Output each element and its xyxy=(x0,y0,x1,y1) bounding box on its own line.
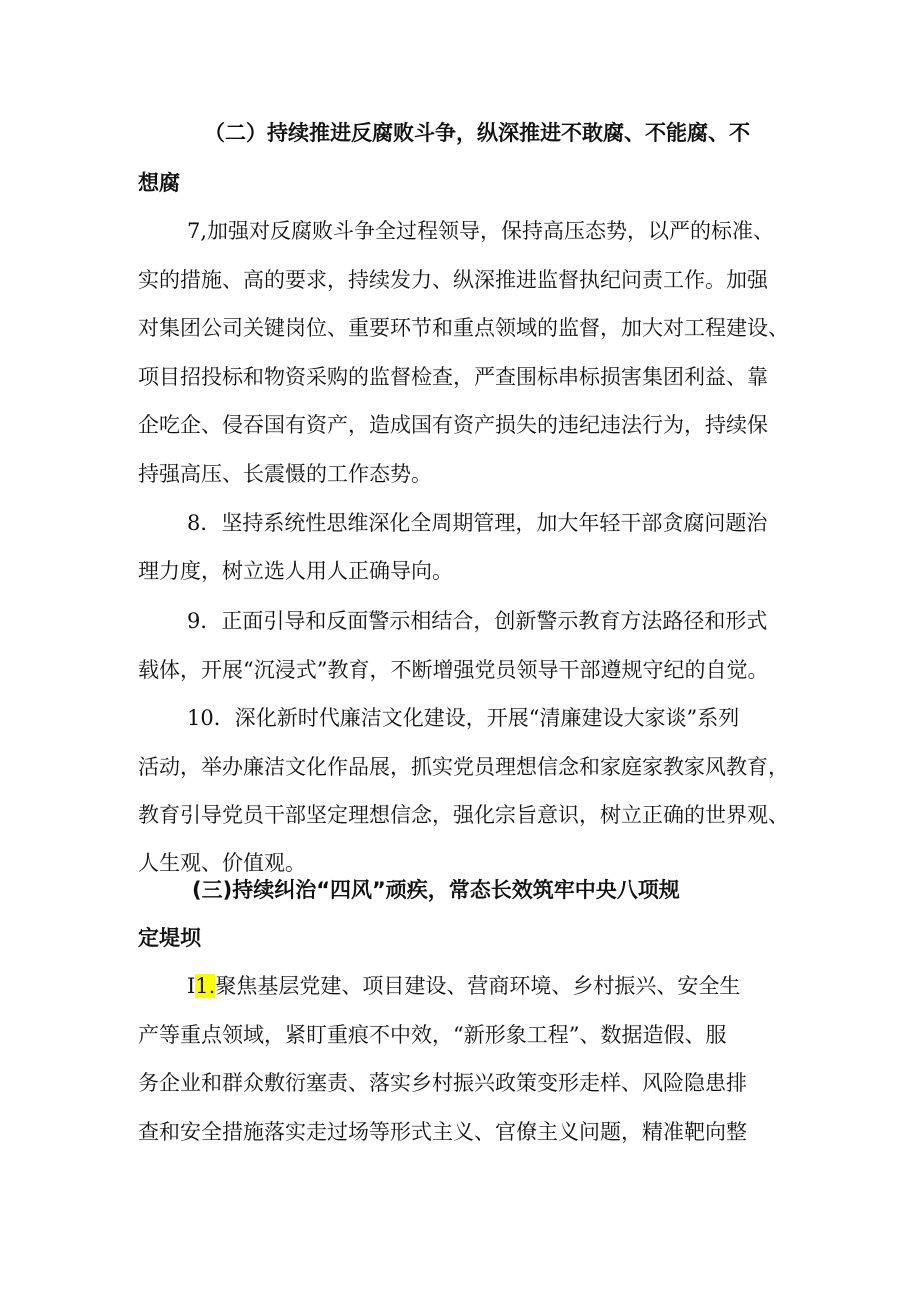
item7-line2: 实的措施、高的要求，持续发力、纵深推进监督执纪问责工作。加强 xyxy=(138,268,768,292)
item11-line2: 产等重点领域，紧盯重痕不中效，“新形象工程”、数据造假、服 xyxy=(138,1023,727,1047)
item11-line1 xyxy=(187,971,740,1001)
highlighted-number: 1. xyxy=(195,974,216,998)
section-heading-3-line1: (三)持续纠治“四风”顽疾，常态长效筑牢中央八项规 xyxy=(192,878,680,902)
item10-line4: 人生观、价值观。 xyxy=(138,851,306,875)
item11-line1-text: 聚焦基层党建、项目建设、营商环境、乡村振兴、安全生 xyxy=(215,974,741,998)
item10-line1: 10．深化新时代廉洁文化建设，开展“清廉建设大家谈”系列 xyxy=(187,706,740,730)
item11-line3: 务企业和群众敷衍塞责、落实乡村振兴政策变形走样、风险隐患排 xyxy=(138,1071,747,1095)
item11-number-prefix: I xyxy=(187,974,196,998)
item7-line1: 7,加强对反腐败斗争全过程领导，保持高压态势，以严的标准、 xyxy=(187,219,775,243)
item7-line3: 对集团公司关键岗位、重要环节和重点领域的监督，加大对工程建设、 xyxy=(138,316,789,340)
item9-line2: 载体，开展“沉浸式”教育，不断增强党员领导干部遵规守纪的自觉。 xyxy=(138,658,769,682)
section-heading-3-line2: 定堤坝 xyxy=(138,926,201,950)
item8-line2: 理力度，树立选人用人正确导向。 xyxy=(138,559,453,583)
item11-line4: 查和安全措施落实走过场等形式主义、官僚主义问题，精准靶向整 xyxy=(138,1120,747,1144)
item7-line5: 企吃企、侵吞国有资产，造成国有资产损失的违纪违法行为，持续保 xyxy=(138,413,768,437)
section-heading-2-line1: （二）持续推进反腐败斗争，纵深推进不敢腐、不能腐、不 xyxy=(204,121,750,145)
section-heading-2-line2: 想腐 xyxy=(138,171,180,195)
item8-line1: 8．坚持系统性思维深化全周期管理，加大年轻干部贪腐问题治 xyxy=(187,511,768,535)
item9-line1: 9．正面引导和反面警示相结合，创新警示教育方法路径和形式 xyxy=(187,609,768,633)
item10-line2: 活动，举办廉洁文化作品展，抓实党员理想信念和家庭家教家风教育， xyxy=(138,755,789,779)
item10-line3: 教育引导党员干部坚定理想信念，强化宗旨意识，树立正确的世界观、 xyxy=(138,803,789,827)
item7-line4: 项目招投标和物资采购的监督检查，严查围标串标损害集团利益、靠 xyxy=(138,365,768,389)
item7-line6: 持强高压、长震慑的工作态势。 xyxy=(138,462,432,486)
